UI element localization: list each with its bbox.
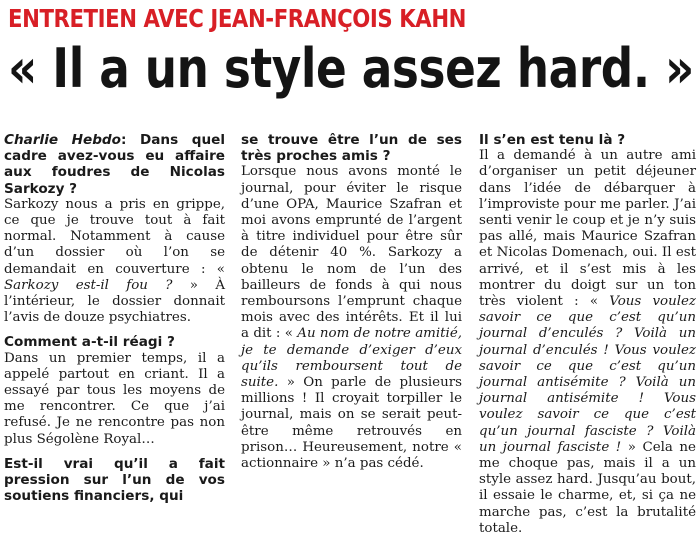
interview-answer (4, 197, 225, 327)
article-headline: « Il a un style assez hard. » (8, 37, 694, 100)
answer-text: » On parle de plusieurs millions ! Il croyait torpiller le journal, mais on se serait peut-être même retrouvés en prison… Heureusement, notre « actionnaire » n’a pas cédé. (241, 375, 462, 472)
answer-text: Lorsque nous avons monté le journal, pour éviter le risque d’une OPA, Maurice Szafran et moi avons emprunté de l’argent à titre individuel pour être sûr de détenir 40 %. Sarkozy a obtenu le nom de l’un des bailleurs de fonds à qui nous remboursons l’emprunt chaque mois avec des intérêts. Et il lui a dit : « (241, 164, 462, 342)
interview-question (479, 132, 696, 148)
question-text: Comment a-t-il réagi ? (4, 334, 175, 351)
answer-quote-italic: Au nom de notre amitié, je te demande d’exiger d’eux qu’ils remboursent tout de suite. (241, 326, 463, 391)
article-column-1 (4, 132, 225, 504)
article-column-2 (241, 132, 462, 472)
answer-quote-italic: Sarkozy est-il fou ? (4, 277, 173, 293)
interview-answer (241, 164, 462, 472)
question-text: Il s’en est tenu là ? (479, 132, 626, 148)
paragraph-gap (4, 448, 225, 456)
interview-question (4, 456, 225, 505)
interview-answer (479, 148, 696, 537)
article-kicker: ENTRETIEN AVEC JEAN-FRANÇOIS KAHN (8, 4, 467, 33)
question-text: : Dans quel cadre avez-vous eu affaire aux foudres de Nicolas Sarkozy ? (4, 132, 225, 197)
answer-text: Sarkozy nous a pris en grippe, ce que je trouve tout à fait normal. Notamment à cause d’un dossier où l’on se demandait en couverture : « (4, 196, 225, 277)
interview-question (241, 132, 462, 164)
interview-question (4, 334, 225, 350)
question-source: Charlie Hebdo (4, 132, 121, 148)
answer-text: Dans un premier temps, il a appelé partout en criant. Il a essayé par tous les moyens de me rencontrer. Ce que j’ai refusé. Je ne rencontre pas non plus Ségolène Royal… (4, 350, 225, 447)
article-column-3 (479, 132, 696, 537)
answer-text: » À l’intérieur, le dossier donnait l’avis de douze psychiatres. (4, 277, 225, 326)
question-text: Est-il vrai qu’il a fait pression sur l’un de vos soutiens financiers, qui (4, 455, 225, 505)
question-text: se trouve être l’un de ses très proches amis ? (241, 132, 462, 165)
answer-quote-italic: Vous voulez savoir ce que c’est qu’un journal d’enculés ? Voilà un journal d’enculés ! Vous voulez savoir ce que c’est qu’un journal antisémite ? Voilà un journal antisémite ! Vous voulez savoir ce que c’est qu’un journal fasciste ? Voilà un journal fasciste ! (479, 294, 696, 455)
answer-text: » Cela ne me choque pas, mais il a un style assez hard. Jusqu’au bout, il essaie le charme, et, si ça ne marche pas, c’est la brutalité totale. (479, 439, 696, 536)
answer-text: Il a demandé à un autre ami d’organiser un petit déjeuner dans l’idée de débarquer à l’improviste pour me parler. J’ai senti venir le coup et je n’y suis pas allé, mais Maurice Szafran et Nicolas Domenach, oui. Il est arrivé, et il s’est mis à les montrer du doigt sur un ton très violent : « (479, 148, 696, 310)
paragraph-gap (4, 326, 225, 334)
interview-answer (4, 351, 225, 448)
interview-question (4, 132, 225, 197)
